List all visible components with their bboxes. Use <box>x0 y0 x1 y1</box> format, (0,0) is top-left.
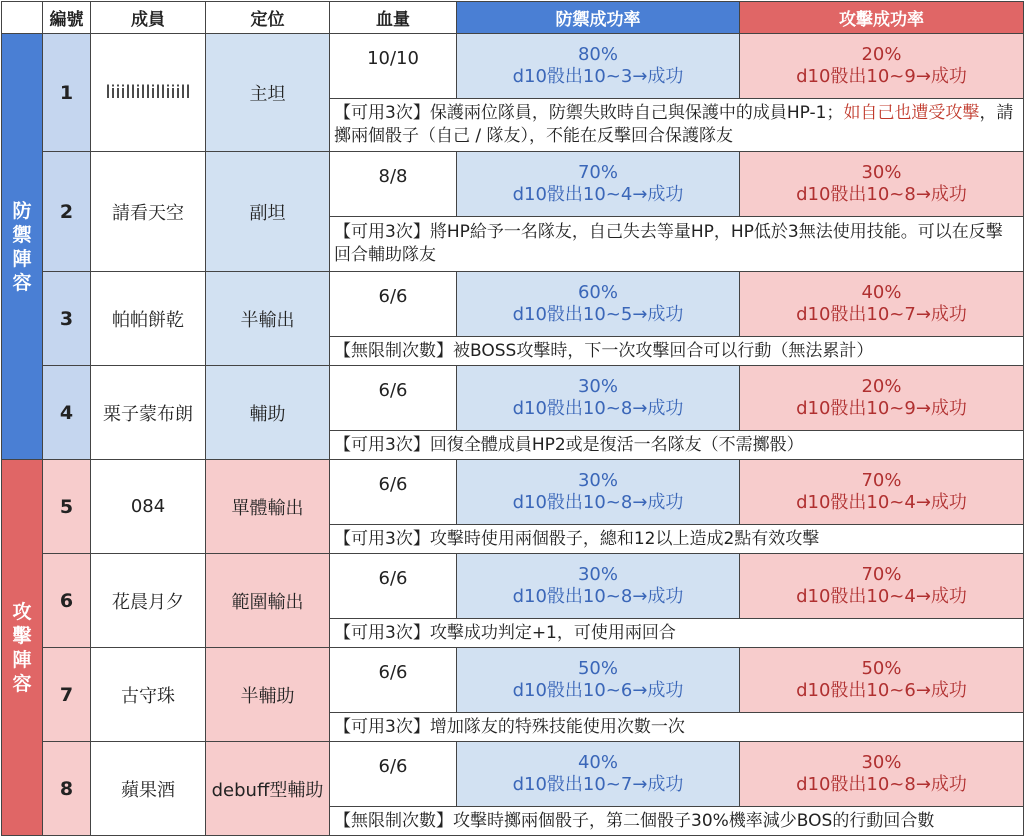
table-row <box>2 742 1024 807</box>
member-role: 半輸出 <box>206 272 330 366</box>
defense-roll: d10骰出10~5→成功 <box>512 304 684 325</box>
member-number: 2 <box>43 152 91 272</box>
attack-roll: d10骰出10~4→成功 <box>796 492 967 513</box>
member-name: 請看天空 <box>91 152 206 272</box>
table-row <box>2 272 1024 337</box>
defense-roll: d10骰出10~7→成功 <box>512 774 684 795</box>
defense-group-label <box>2 34 43 460</box>
attack-percent: 20% <box>861 376 902 397</box>
table-row <box>2 460 1024 525</box>
attack-percent: 70% <box>861 470 902 491</box>
skill-text: 【可用3次】增加隊友的特殊技能使用次數一次 <box>334 716 685 737</box>
table-row <box>2 554 1024 619</box>
member-name: 古守珠 <box>91 648 206 742</box>
member-hp: 6/6 <box>330 648 457 713</box>
attack-rate-cell <box>740 272 1024 337</box>
defense-rate-cell <box>457 272 740 337</box>
attack-percent: 30% <box>861 752 902 773</box>
attack-percent: 30% <box>861 162 902 183</box>
attack-percent: 70% <box>861 564 902 585</box>
group-label-text: 防禦陣容 <box>12 199 32 294</box>
member-hp: 6/6 <box>330 460 457 525</box>
defense-roll: d10骰出10~8→成功 <box>512 586 684 607</box>
skill-description <box>330 807 1024 836</box>
member-role: 單體輸出 <box>206 460 330 554</box>
attack-rate-cell <box>740 34 1024 99</box>
table-row <box>2 648 1024 713</box>
attack-roll: d10骰出10~7→成功 <box>796 304 967 325</box>
attack-roll: d10骰出10~8→成功 <box>796 184 967 205</box>
member-name: 花晨月夕 <box>91 554 206 648</box>
skill-description <box>330 713 1024 742</box>
member-role: 半輔助 <box>206 648 330 742</box>
skill-description <box>330 337 1024 366</box>
member-hp: 6/6 <box>330 554 457 619</box>
attack-percent: 20% <box>861 44 902 65</box>
member-name: 帕帕餅乾 <box>91 272 206 366</box>
member-hp: 6/6 <box>330 366 457 431</box>
member-name: 084 <box>91 460 206 554</box>
attack-rate-cell <box>740 742 1024 807</box>
attack-rate-cell <box>740 648 1024 713</box>
skill-text: 【無限制次數】被BOSS攻擊時，下一次攻擊回合可以行動（無法累計） <box>334 340 874 361</box>
skill-description <box>330 99 1024 152</box>
skill-text: 【可用3次】攻擊成功判定+1，可使用兩回合 <box>334 622 676 643</box>
defense-rate-cell <box>457 554 740 619</box>
table-row <box>2 366 1024 431</box>
attack-roll: d10骰出10~6→成功 <box>796 680 967 701</box>
member-number: 5 <box>43 460 91 554</box>
defense-rate-cell <box>457 648 740 713</box>
member-role: 副坦 <box>206 152 330 272</box>
member-number: 8 <box>43 742 91 836</box>
skill-description <box>330 525 1024 554</box>
defense-roll: d10骰出10~3→成功 <box>512 66 684 87</box>
skill-text-tail: ，請擲兩個骰子（自己 / 隊友），不能在反擊回合保護隊友 <box>334 103 1014 146</box>
defense-roll: d10骰出10~8→成功 <box>512 398 684 419</box>
attack-roll: d10骰出10~8→成功 <box>796 774 967 795</box>
member-role: 主坦 <box>206 34 330 152</box>
member-hp: 6/6 <box>330 272 457 337</box>
defense-rate-cell <box>457 460 740 525</box>
defense-roll: d10骰出10~4→成功 <box>512 184 684 205</box>
attack-rate-cell <box>740 554 1024 619</box>
defense-percent: 50% <box>577 658 618 679</box>
attack-percent: 40% <box>861 282 902 303</box>
member-name: 蘋果酒 <box>91 742 206 836</box>
member-hp: 10/10 <box>330 34 457 99</box>
skill-description <box>330 619 1024 648</box>
attack-rate-cell <box>740 366 1024 431</box>
roster-table <box>1 1 1024 836</box>
attack-roll: d10骰出10~4→成功 <box>796 586 967 607</box>
attack-rate-cell <box>740 152 1024 217</box>
defense-percent: 30% <box>577 470 618 491</box>
member-role: 範圍輸出 <box>206 554 330 648</box>
table-row <box>2 152 1024 217</box>
member-number: 1 <box>43 34 91 152</box>
defense-roll: d10骰出10~8→成功 <box>512 492 684 513</box>
skill-text: 【可用3次】回復全體成員HP2或是復活一名隊友（不需擲骰） <box>334 434 804 455</box>
member-name: liiillillilliiill <box>91 34 206 152</box>
header-attack-rate: 攻擊成功率 <box>740 2 1024 34</box>
corner-cell <box>2 2 43 34</box>
table-row <box>2 34 1024 99</box>
member-name: 栗子蒙布朗 <box>91 366 206 460</box>
skill-description <box>330 431 1024 460</box>
defense-roll: d10骰出10~6→成功 <box>512 680 684 701</box>
defense-percent: 70% <box>577 162 618 183</box>
skill-description <box>330 217 1024 272</box>
header-defense-rate: 防禦成功率 <box>457 2 740 34</box>
defense-percent: 60% <box>577 282 618 303</box>
header-hp: 血量 <box>330 2 457 34</box>
skill-warning-text: 如自己也遭受攻擊 <box>843 103 980 123</box>
group-label-text: 攻擊陣容 <box>12 600 32 695</box>
attack-percent: 50% <box>861 658 902 679</box>
header-number: 編號 <box>43 2 91 34</box>
skill-text: 【可用3次】保護兩位隊員，防禦失敗時自己與保護中的成員HP-1； <box>334 103 844 123</box>
header-row <box>2 2 1024 34</box>
member-role: debuff型輔助 <box>206 742 330 836</box>
defense-rate-cell <box>457 152 740 217</box>
member-hp: 8/8 <box>330 152 457 217</box>
member-hp: 6/6 <box>330 742 457 807</box>
defense-percent: 30% <box>577 564 618 585</box>
skill-text: 【可用3次】攻擊時使用兩個骰子，總和12以上造成2點有效攻擊 <box>334 528 820 549</box>
header-member: 成員 <box>91 2 206 34</box>
member-number: 7 <box>43 648 91 742</box>
member-number: 3 <box>43 272 91 366</box>
member-role: 輔助 <box>206 366 330 460</box>
header-role: 定位 <box>206 2 330 34</box>
member-number: 6 <box>43 554 91 648</box>
skill-text: 【無限制次數】攻擊時擲兩個骰子，第二個骰子30%機率減少BOS的行動回合數 <box>334 810 935 831</box>
skill-text: 【可用3次】將HP給予一名隊友，自己失去等量HP，HP低於3無法使用技能。可以在反擊回合輔助隊友 <box>334 222 1003 265</box>
attack-rate-cell <box>740 460 1024 525</box>
attack-group-label <box>2 460 43 836</box>
defense-rate-cell <box>457 34 740 99</box>
defense-rate-cell <box>457 366 740 431</box>
member-number: 4 <box>43 366 91 460</box>
attack-roll: d10骰出10~9→成功 <box>796 66 967 87</box>
defense-percent: 40% <box>577 752 618 773</box>
defense-rate-cell <box>457 742 740 807</box>
defense-percent: 30% <box>577 376 618 397</box>
attack-roll: d10骰出10~9→成功 <box>796 398 967 419</box>
defense-percent: 80% <box>577 44 618 65</box>
